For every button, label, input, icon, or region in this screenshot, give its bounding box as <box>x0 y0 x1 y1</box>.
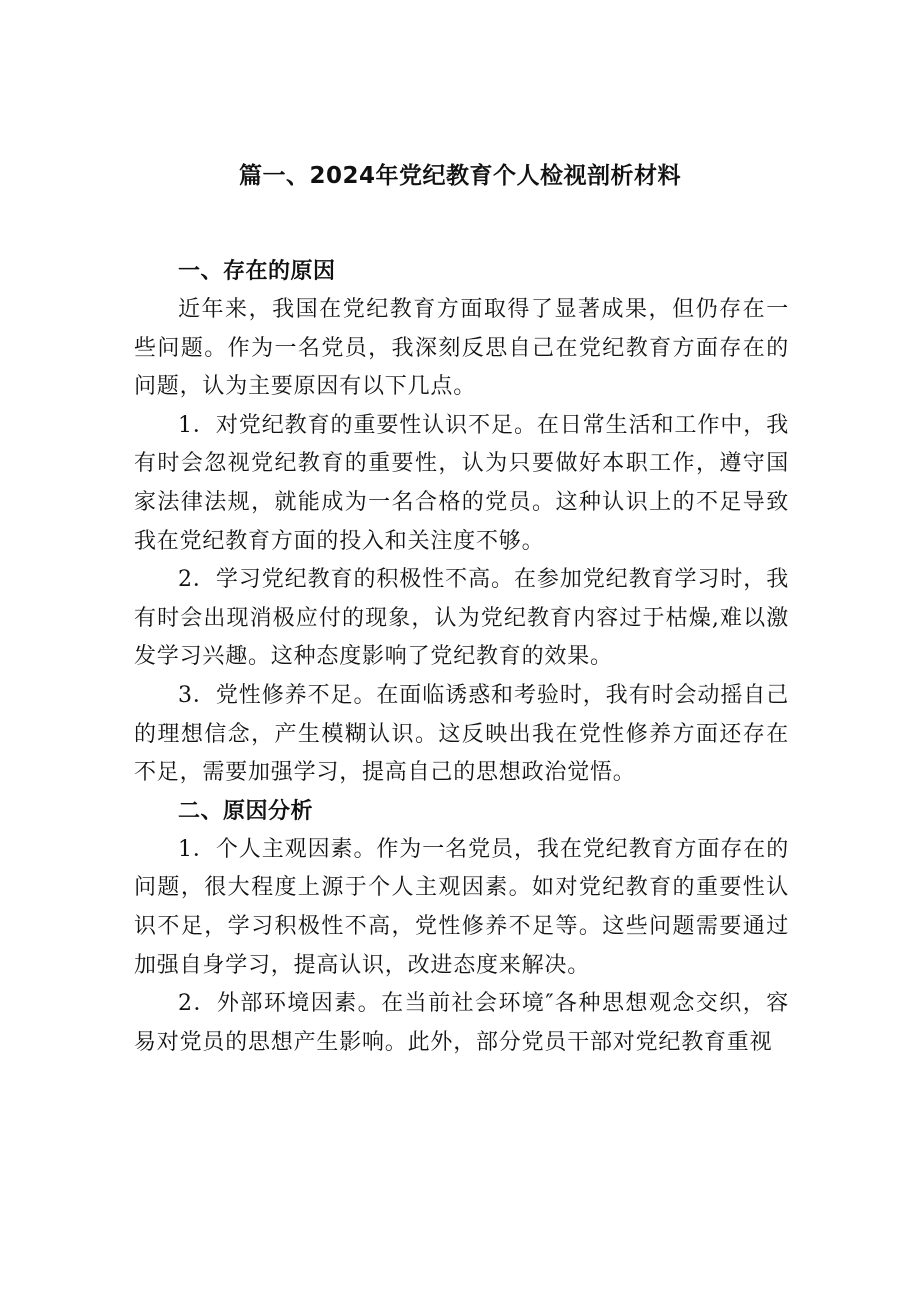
section-heading-analysis: 二、原因分析 <box>178 798 314 824</box>
section-heading-causes: 一、存在的原因 <box>178 259 336 284</box>
paragraph-cause-3: 3．党性修养不足。在面临诱惑和考验时，我有时会动摇自己的理想信念，产生模糊认识。这反映出我在党性修养方面还存在不足，需要加强学习，提高自己的思想政治觉悟。 <box>134 682 789 786</box>
document-body <box>134 253 789 1062</box>
paragraph-cause-2: 2．学习党纪教育的积极性不高。在参加党纪教育学习时，我有时会出现消极应付的现象，认为党纪教育内容过于枯燥,难以激发学习兴趣。这种态度影响了党纪教育的效果。 <box>134 567 789 670</box>
document-title: 篇一、2024年党纪教育个人检视剖析材料 <box>238 163 681 189</box>
paragraph-analysis-1: 1．个人主观因素。作为一名党员，我在党纪教育方面存在的问题，很大程度上源于个人主观因素。如对党纪教育的重要性认识不足，学习积极性不高，党性修养不足等。这些问题需要通过加强自身学习，提高认识，改进态度来解决。 <box>134 836 789 978</box>
paragraph-intro: 近年来，我国在党纪教育方面取得了显著成果，但仍存在一些问题。作为一名党员，我深刻反思自己在党纪教育方面存在的问题，认为主要原因有以下几点。 <box>134 297 789 400</box>
paragraph-analysis-2: 2．外部环境因素。在当前社会环境″各种思想观念交织，容易对党员的思想产生影响。此外，部分党员干部对党纪教育重视 <box>134 991 789 1055</box>
paragraph-cause-1: 1．对党纪教育的重要性认识不足。在日常生活和工作中，我有时会忽视党纪教育的重要性，认为只要做好本职工作，遵守国家法律法规，就能成为一名合格的党员。这种认识上的不足导致我在党纪教育方面的投入和关注度不够。 <box>134 412 789 554</box>
